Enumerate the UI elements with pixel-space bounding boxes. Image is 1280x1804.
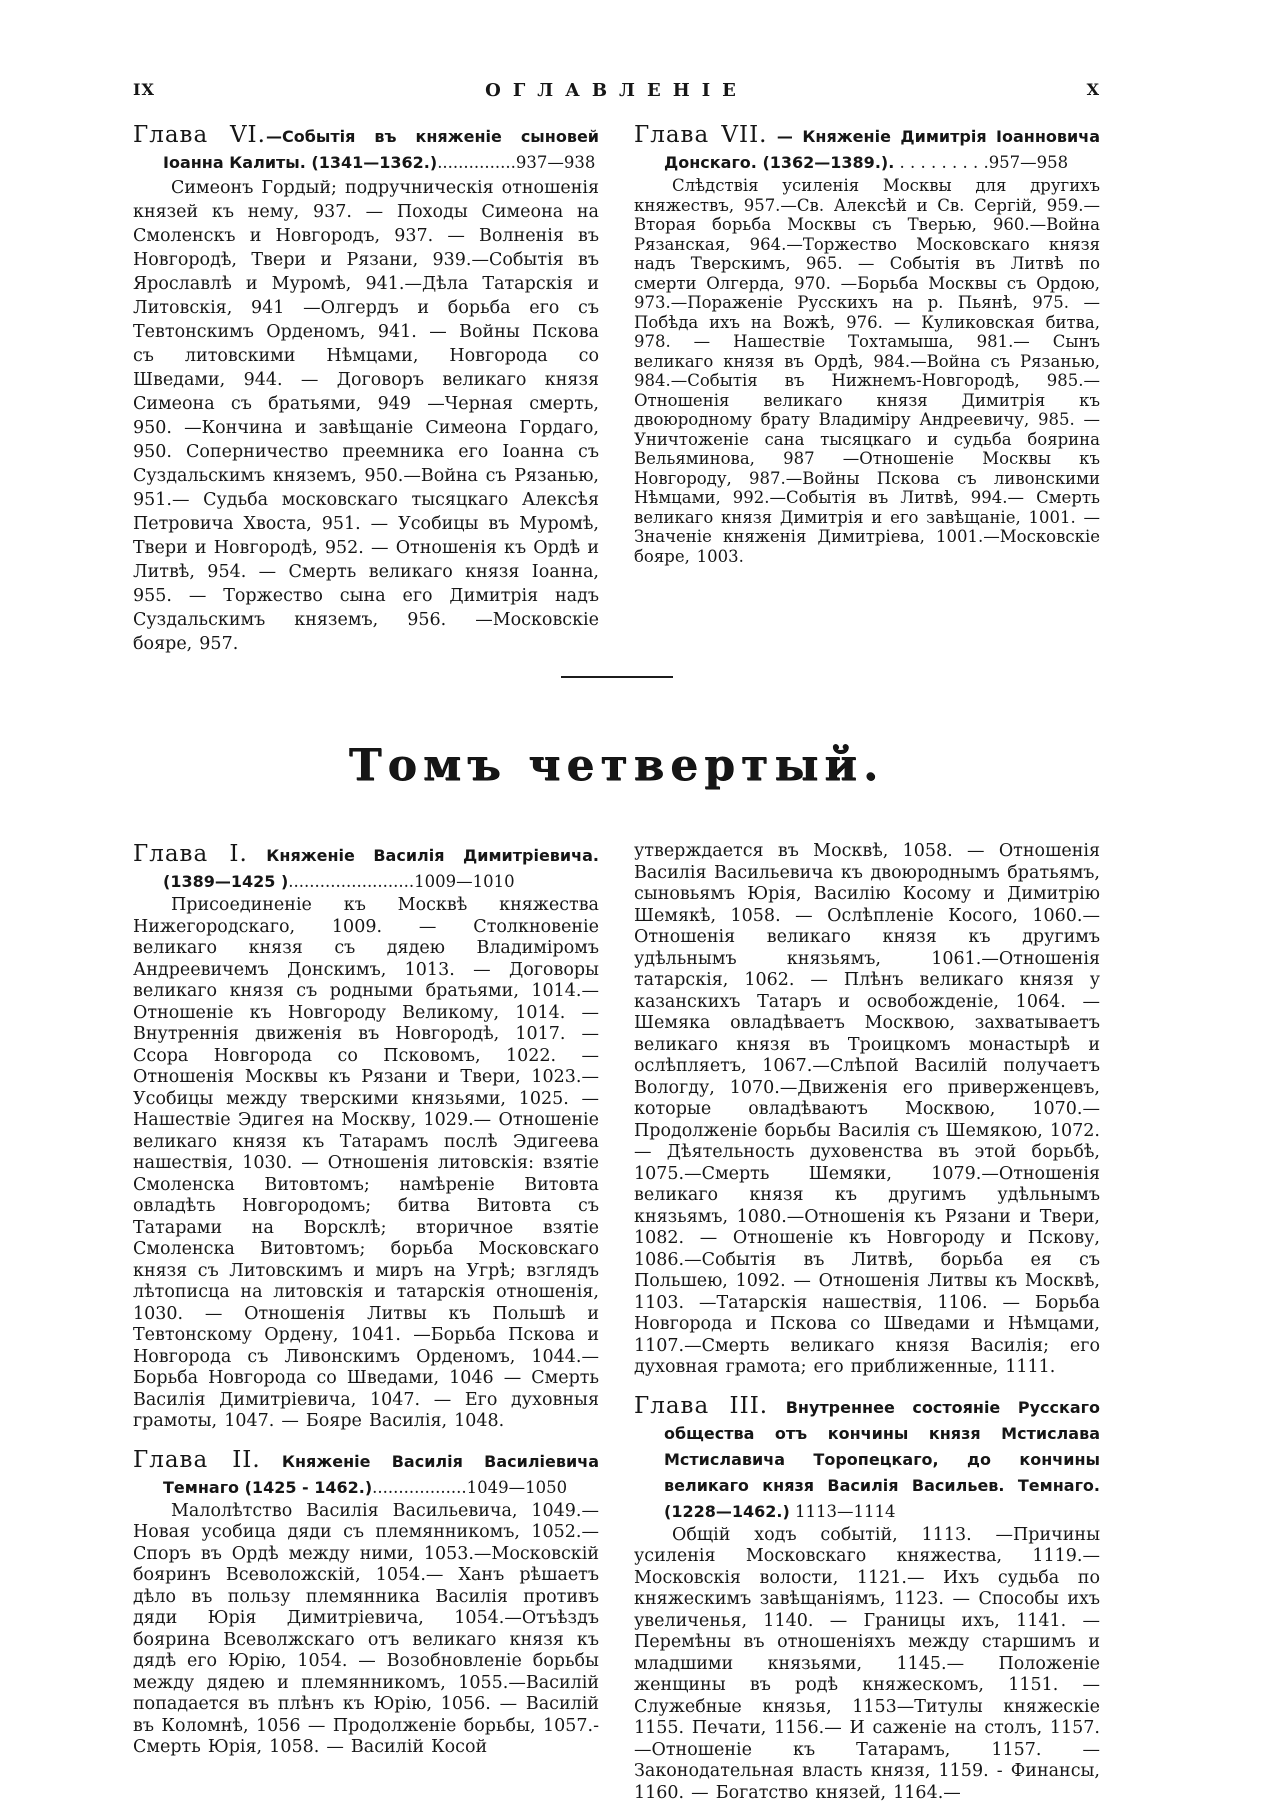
toc-bottom-left-column — [133, 841, 599, 1804]
chapter-vi-summary: Симеонъ Гордый; подручническія отношенія князей къ нему, 937. — Походы Симеона на Смоленскъ и Новгородъ, 937. — Волненія въ Новгородѣ, Твери и Рязани, 939.—Событія въ Ярославлѣ и Муромѣ, 941.—Дѣла Татарскія и Литовскія, 941 —Олгердъ и борьба его съ Тевтонскимъ Орденомъ, 941. — Войны Пскова съ литовскими Нѣмцами, Новгорода со Шведами, 944. — Договоръ великаго князя Симеона съ братьями, 949 —Черная смерть, 950. —Кончина и завѣщаніе Симеона Гордаго, 950. Соперничество преемника его Іоанна съ Суздальскимъ княземъ, 950.—Война съ Рязанью, 951.— Судьба московскаго тысяцкаго Алексѣя Петровича Хвоста, 951. — Усобицы въ Муромѣ, Твери и Новгородѣ, 952. — Отношенія къ Ордѣ и Литвѣ, 954. — Смерть великаго князя Іоанна, 955. — Торжество сына его Димитрія надъ Суздальскимъ княземъ, 956. —Московскіе бояре, 957. — [133, 176, 599, 656]
chapter-i-title: Княженіе Василія Димитріевича. (1389—1425 ) — [163, 846, 599, 891]
toc-bottom-section — [133, 841, 1100, 1804]
page-title: ОГЛАВЛЕНІЕ — [485, 80, 748, 101]
chapter-ii-summary-part1: Малолѣтство Василія Васильевича, 1049.— Новая усобица дяди съ племянникомъ, 1052.— Споръ въ Ордѣ между ними, 1053.—Московскій бояринъ Всеволожскій, 1054.— Ханъ рѣшаетъ дѣло въ пользу племянника Василія противъ дяди Юрія Димитріевича, 1054.—Отъѣздъ боярина Всеволжскаго отъ великаго князя къ дядѣ его Юрію, 1054. — Возобновленіе борьбы между дядею и племянникомъ, 1055.—Василій попадается въ плѣнъ къ Юрію, 1056. — Василій въ Коломнѣ, 1056 — Продолженіе борьбы, 1057.- Смерть Юрія, 1058. — Василій Косой — [133, 1501, 599, 1759]
chapter-entry-ii — [133, 1447, 599, 1759]
chapter-vi-title: —Событія въ княженіе сыновей Іоанна Калиты. (1341—1362.) — [163, 127, 599, 172]
chapter-i-summary: Присоединеніе къ Москвѣ княжества Нижегородскаго, 1009. — Столкновеніе великаго князя съ дядею Владиміромъ Андреевичемъ Донскимъ, 1013. — Договоры великаго князя съ родными братьями, 1014.— Отношеніе къ Новгороду Великому, 1014. — Внутреннія движенія въ Новгородѣ, 1017. — Ссора Новгорода со Псковомъ, 1022. — Отношенія Москвы къ Рязани и Твери, 1023.— Усобицы между тверскими князьями, 1025. —Нашествіе Эдигея на Москву, 1029.— Отношеніе великаго князя къ Татарамъ послѣ Эдигеева нашествія, 1030. — Отношенія литовскія: взятіе Смоленска Витовтомъ; намѣреніе Витовта овладѣть Новгородомъ; битва Витовта съ Татарами на Ворсклѣ; вторичное взятіе Смоленска Витовтомъ; борьба Московскаго князя съ Литовскимъ и миръ на Угрѣ; взглядъ лѣтописца на литовскія и татарскія отношенія, 1030. — Отношенія Литвы къ Польшѣ и Тевтонскому Ордену, 1041. —Борьба Пскова и Новгорода съ Ливонскимъ Орденомъ, 1044.—Борьба Новгорода со Шведами, 1046 — Смерть Василія Димитріевича, 1047. — Его духовныя грамоты, 1047. — Бояре Василія, 1048. — [133, 895, 599, 1433]
toc-top-left-column — [133, 122, 599, 656]
chapter-entry-ii-continued — [634, 841, 1100, 1379]
chapter-vii-title: — Княженіе Димитрія Іоанновича Донскаго. (1362—1389.). — [664, 127, 1100, 172]
chapter-iii-title: Внутреннее состояніе Русскаго общества отъ кончины князя Мстислава Мстиславича Торопецкаго, до кончины великаго князя Василія Васильев. Темнаго. (1228—1462.) — [664, 1398, 1100, 1521]
volume-title: Томъ четвертый. — [133, 740, 1100, 791]
chapter-ii-heading — [133, 1447, 599, 1501]
chapter-entry-vii — [634, 122, 1100, 566]
chapter-iii-label: Глава III. — [634, 1393, 768, 1419]
chapter-vi-pages: ...............937—938 — [437, 153, 595, 172]
chapter-iii-pages: 1113—1114 — [790, 1502, 896, 1521]
chapter-iii-summary: Общій ходъ событій, 1113. —Причины усиленія Московскаго княжества, 1119.—Московскія волости, 1121.— Ихъ судьба по княжескимъ завѣщаніямъ, 1123. — Способы ихъ увеличенья, 1140. — Границы ихъ, 1141. —Перемѣны въ отношеніяхъ между старшимъ и младшими князьями, 1145.— Положеніе женщины въ родѣ княжескомъ, 1151. —Служебные князья, 1153—Титулы княжескіе 1155. Печати, 1156.— И саженіе на столъ, 1157.—Отношеніе къ Татарамъ, 1157. —Законодательная власть князя, 1159. - Финансы, 1160. — Богатство князей, 1164.— — [634, 1525, 1100, 1804]
toc-top-right-column — [634, 122, 1100, 656]
chapter-ii-label: Глава II. — [133, 1447, 261, 1473]
chapter-vi-label: Глава VI. — [133, 122, 266, 148]
chapter-entry-vi — [133, 122, 599, 656]
chapter-vii-label: Глава VII. — [634, 122, 767, 148]
folio-right: X — [1087, 80, 1100, 99]
chapter-i-label: Глава I. — [133, 841, 248, 867]
chapter-vi-heading — [133, 122, 599, 176]
chapter-ii-pages: ..................1049—1050 — [372, 1478, 567, 1497]
chapter-ii-title: Княженіе Василія Василіевича Темнаго (1425 - 1462.) — [163, 1452, 599, 1497]
section-divider — [561, 676, 673, 678]
chapter-iii-heading — [634, 1393, 1100, 1525]
chapter-vii-summary: Слѣдствія усиленія Москвы для другихъ княжествъ, 957.—Св. Алексѣй и Св. Сергій, 959.— Вторая борьба Москвы съ Тверью, 960.—Война Рязанская, 964.—Торжество Московскаго князя надъ Тверскимъ, 965. — Событія въ Литвѣ по смерти Олгерда, 970. —Борьба Москвы съ Ордою, 973.—Пораженіе Русскихъ на р. Пьянѣ, 975. — Побѣда ихъ на Вожѣ, 976. — Куликовская битва, 978. — Нашествіе Тохтамыша, 981.— Сынъ великаго князя въ Ордѣ, 984.—Война съ Рязанью, 984.—Событія въ Нижнемъ-Новгородѣ, 985.—Отношенія великаго князя Димитрія къ двоюродному брату Владиміру Андреевичу, 985. — Уничтоженіе сана тысяцкаго и судьба боярина Вельяминова, 987 —Отношеніе Москвы къ Новгороду, 987.—Войны Пскова съ ливонскими Нѣмцами, 992.—Событія въ Литвѣ, 994.— Смерть великаго князя Димитрія и его завѣщаніе, 1001. — Значеніе княженія Димитріева, 1001.—Московскіе бояре, 1003. — [634, 176, 1100, 566]
chapter-entry-i — [133, 841, 599, 1433]
chapter-i-pages: ........................1009—1010 — [288, 872, 514, 891]
chapter-vii-heading — [634, 122, 1100, 176]
folio-left: IX — [133, 80, 155, 99]
chapter-vii-pages: . . . . . . . . .957—958 — [894, 153, 1068, 172]
chapter-entry-iii — [634, 1393, 1100, 1804]
chapter-i-heading — [133, 841, 599, 895]
page-header — [133, 80, 1100, 106]
chapter-ii-summary-part2: утверждается въ Москвѣ, 1058. — Отношенія Василія Васильевича къ двоюроднымъ братьямъ, сыновьямъ Юрія, Василію Косому и Димитрію Шемякѣ, 1058. — Ослѣпленіе Косого, 1060.—Отношенія великаго князя къ другимъ удѣльнымъ князьямъ, 1061.—Отношенія татарскія, 1062. — Плѣнъ великаго князя у казанскихъ Татаръ и освобожденіе, 1064. — Шемяка овладѣваетъ Москвою, захватываетъ великаго князя въ Троицкомъ монастырѣ и ослѣпляетъ, 1067.—Слѣпой Василій получаетъ Вологду, 1070.—Движенія его приверженцевъ, которые овладѣваютъ Москвою, 1070.—Продолженіе борьбы Василія съ Шемякою, 1072.— Дѣятельность духовенства въ этой борьбѣ, 1075.—Смерть Шемяки, 1079.—Отношенія великаго князя къ другимъ удѣльнымъ князьямъ, 1080.—Отношенія къ Рязани и Твери, 1082. — Отношеніе къ Новгороду и Пскову, 1086.—Событія въ Литвѣ, борьба ея съ Польшею, 1092. — Отношенія Литвы къ Москвѣ, 1103. —Татарскія нашествія, 1106. — Борьба Новгорода и Пскова со Шведами и Нѣмцами, 1107.—Смерть великаго князя Василія; его духовная грамота; его приближенные, 1111. — [634, 841, 1100, 1379]
toc-top-section — [133, 122, 1100, 656]
toc-bottom-right-column — [634, 841, 1100, 1804]
